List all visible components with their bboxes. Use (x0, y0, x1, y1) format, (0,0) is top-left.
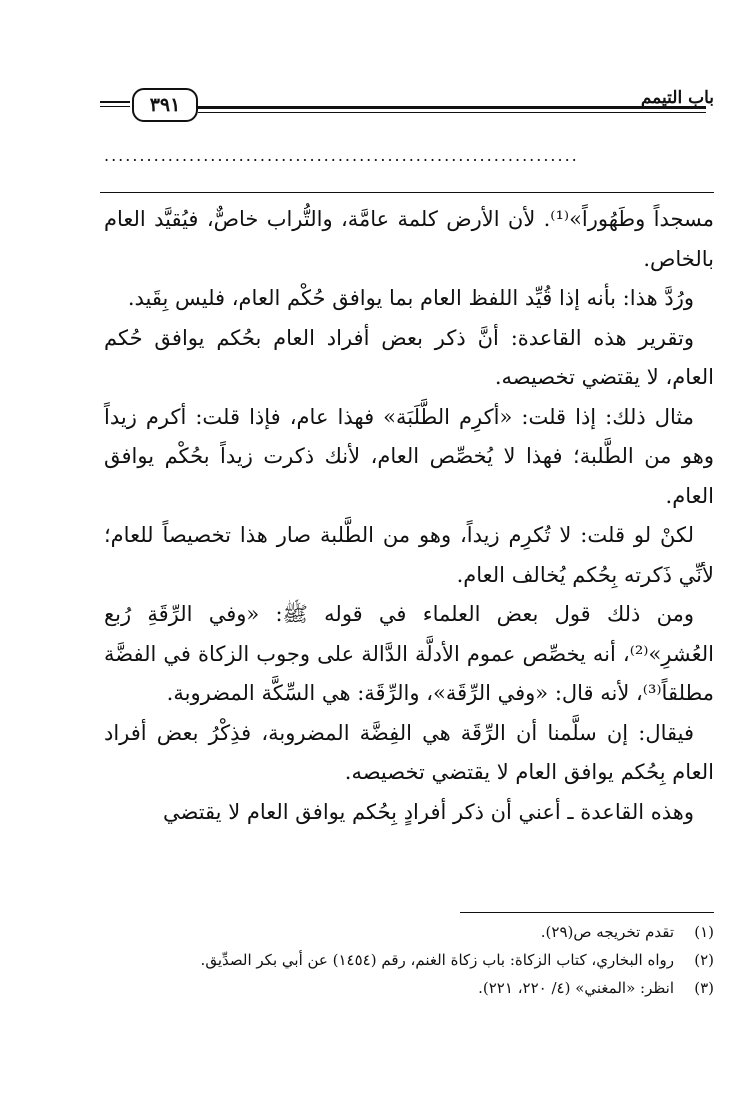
paragraph: ومن ذلك قول بعض العلماء في قوله ﷺ: «وفي الرِّقَةِ رُبع العُشرِ»⁽²⁾، أنه يخصِّص عموم الأدلَّة الدَّالة على وجوب الزكاة في الفضَّة مطلقاً⁽³⁾، لأنه قال: «وفي الرِّقَة»، والرِّقَة: هي السِّكَّة المضروبة. (104, 602, 714, 705)
chapter-title: باب التيمم (640, 88, 714, 108)
footnote (104, 976, 714, 1000)
paragraph: وهذه القاعدة ـ أعني أن ذكر أفرادٍ بِحُكم يوافق العام لا يقتضي (163, 799, 694, 824)
paragraph: وتقرير هذه القاعدة: أنَّ ذكر بعض أفراد العام بحُكم يوافق حُكم العام، لا يقتضي تخصيصه. (104, 325, 714, 389)
paragraph: ورُدَّ هذا: بأنه إذا قُيِّد اللفظ العام بما يوافق حُكْم العام، فليس بِقَيد. (127, 286, 694, 310)
paragraph: مثال ذلك: إذا قلت: «أكرِم الطَّلَبَة» فهذا عام، فإذا قلت: أكرم زيداً وهو من الطَّلبة؛ فهذا لا يُخصِّص العام، لأنك ذكرت زيداً بحُكْم يوافق العام. (104, 404, 714, 508)
header-rule-left-thin (100, 106, 130, 107)
footnote-number: (٣) (694, 979, 714, 997)
footnote-text: تقدم تخريجه ص(٢٩). (540, 923, 674, 941)
top-rule (100, 192, 714, 193)
main-text (104, 200, 714, 832)
paragraph: مسجداً وطَهُوراً»⁽¹⁾. لأن الأرض كلمة عامَّة، والتُّراب خاصٌّ، فيُقيَّد العام بالخاص. (104, 207, 715, 271)
footnote-text: رواه البخاري، كتاب الزكاة: باب زكاة الغنم، رقم (١٤٥٤) عن أبي بكر الصدِّيق. (200, 951, 674, 969)
footnote (104, 920, 714, 944)
footnote-number: (٢) (694, 951, 714, 969)
paragraph: لكنْ لو قلت: لا تُكرِم زيداً، وهو من الطَّلبة صار هذا تخصيصاً للعام؛ لأنِّي ذَكرته بِحُكم يُخالف العام. (104, 523, 714, 587)
header-rule-left (100, 101, 130, 103)
footnotes (104, 920, 714, 1004)
footnote (104, 948, 714, 972)
header-rule-right-thin (198, 112, 706, 113)
page-header (100, 84, 714, 124)
header-rule-right (198, 106, 706, 109)
footnote-rule (460, 912, 714, 913)
page-number: ٣٩١ (132, 88, 198, 122)
footnote-number: (١) (694, 923, 714, 941)
dotted-separator: ................................................................... (104, 146, 579, 165)
paragraph: فيقال: إن سلَّمنا أن الرِّقَة هي الفِضَّة المضروبة، فذِكْرُ بعض أفراد العام بِحُكم يوافق العام لا يقتضي تخصيصه. (104, 720, 714, 784)
footnote-text: انظر: «المغني» (٤/ ٢٢٠، ٢٢١). (478, 979, 674, 997)
